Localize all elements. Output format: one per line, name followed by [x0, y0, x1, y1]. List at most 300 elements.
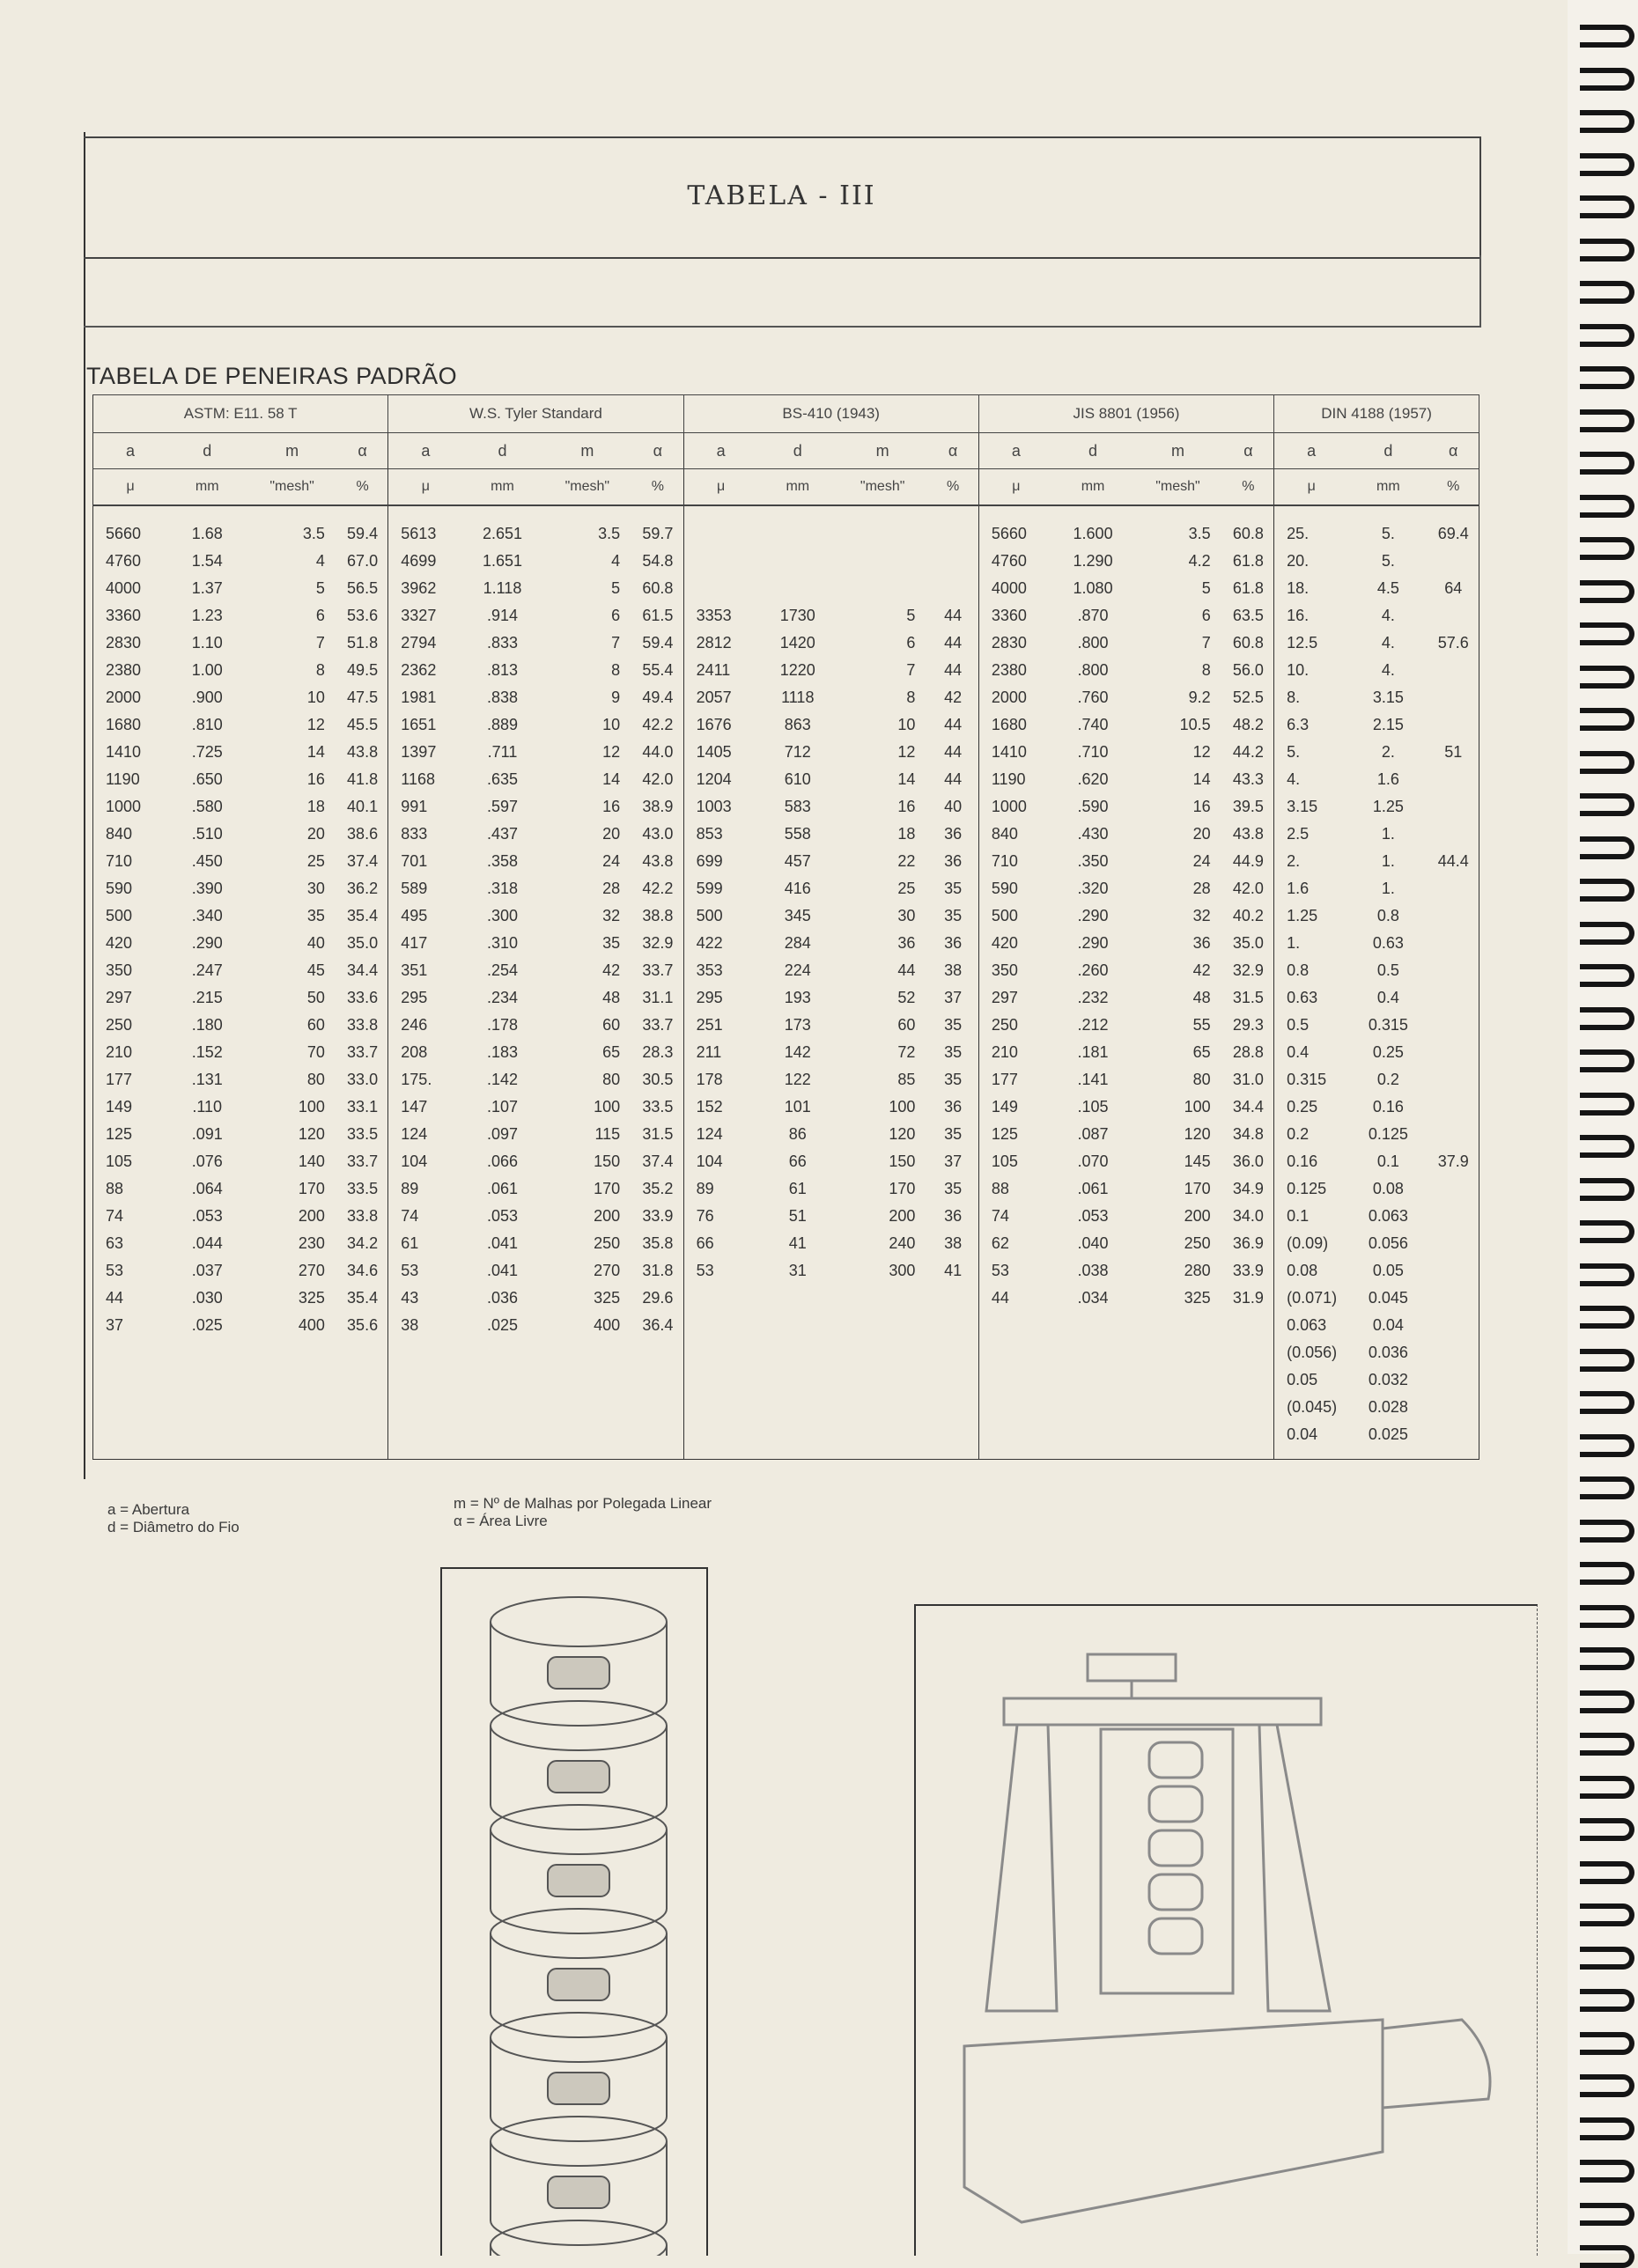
cell-tyler	[462, 1421, 542, 1460]
shaker-left-column	[986, 1725, 1057, 2011]
cell-tyler: 59.4	[632, 630, 683, 657]
binding-ring	[1580, 1520, 1634, 1543]
cell-astm: 2830	[93, 630, 168, 657]
cell-astm: .025	[191, 1316, 223, 1334]
cell-din: 57.6	[1428, 630, 1479, 657]
legend-malhas: m = Nº de Malhas por Polegada Linear	[454, 1495, 712, 1512]
cell-jis: 125	[991, 1125, 1018, 1143]
cell-bs: 500	[696, 907, 723, 924]
cell-din: 5.	[1381, 525, 1395, 542]
cell-astm: 45.5	[337, 711, 388, 739]
cell-tyler: 351	[401, 961, 428, 979]
cell-tyler: 28.3	[632, 1039, 683, 1066]
cell-jis: 29.3	[1223, 1012, 1274, 1039]
cell-bs: 44	[927, 711, 978, 739]
cell-tyler	[542, 1339, 633, 1366]
cell-jis: 34.0	[1223, 1203, 1274, 1230]
standard-bs-header: BS-410 (1943)	[683, 395, 978, 433]
column-symbol-jis-0: a	[978, 433, 1053, 469]
cell-bs	[758, 1394, 837, 1421]
table-row	[93, 548, 1479, 575]
cell-astm	[93, 1339, 168, 1366]
cell-din: 0.056	[1368, 1234, 1408, 1252]
cell-astm	[247, 1366, 337, 1394]
cell-tyler: 38.9	[632, 793, 683, 821]
cell-astm: 1680	[93, 711, 168, 739]
cell-bs: 51	[788, 1207, 807, 1225]
cell-astm: 12	[306, 716, 325, 733]
column-symbol-astm-1: d	[167, 433, 247, 469]
cell-astm: 37.4	[337, 848, 388, 875]
cell-bs: 416	[784, 880, 811, 897]
cell-tyler: 42	[602, 961, 621, 979]
column-symbol-astm-0: a	[93, 433, 168, 469]
cell-tyler: .183	[486, 1043, 519, 1061]
cell-bs	[683, 548, 758, 575]
cell-bs: 36	[927, 930, 978, 957]
cell-din: 0.315	[1368, 1016, 1408, 1034]
cell-astm: 105	[93, 1148, 168, 1175]
cell-astm: 6	[315, 607, 325, 624]
table-row	[93, 505, 1479, 548]
cell-astm: .037	[191, 1262, 223, 1279]
column-symbol-astm-2: m	[247, 433, 337, 469]
cell-astm: 3.5	[302, 525, 325, 542]
cell-astm: 33.5	[337, 1175, 388, 1203]
cell-din: 4.	[1381, 661, 1395, 679]
cell-jis: 5660	[991, 525, 1027, 542]
column-symbol-bs-0: a	[683, 433, 758, 469]
cell-jis: 1000	[991, 798, 1027, 815]
cell-bs: 52	[897, 989, 916, 1006]
cell-astm: 590	[93, 875, 168, 902]
cell-tyler: 33.9	[632, 1203, 683, 1230]
cell-bs: 14	[897, 770, 916, 788]
cell-jis: 28.8	[1223, 1039, 1274, 1066]
cell-astm	[247, 1421, 337, 1460]
cell-tyler: 4699	[401, 552, 437, 570]
cell-din: 64	[1428, 575, 1479, 602]
cell-din: 0.125	[1368, 1125, 1408, 1143]
binding-ring	[1580, 409, 1634, 432]
cell-jis	[1053, 1421, 1133, 1460]
cell-din: 3.15	[1372, 688, 1404, 706]
cell-jis: .800	[1077, 634, 1109, 652]
cell-bs: 44	[927, 739, 978, 766]
cell-astm	[247, 1339, 337, 1366]
sieve-ring	[491, 2013, 667, 2141]
binding-ring	[1580, 68, 1634, 91]
cell-din	[1428, 1285, 1479, 1312]
cell-tyler: 43.0	[632, 821, 683, 848]
cell-jis	[1133, 1366, 1223, 1394]
cell-tyler: .025	[486, 1316, 519, 1334]
cell-bs: 345	[784, 907, 811, 924]
cell-bs	[758, 1312, 837, 1339]
cell-astm: 5660	[93, 505, 168, 548]
cell-tyler: 1168	[401, 770, 435, 788]
cell-bs: 86	[788, 1125, 807, 1143]
cell-din: 0.08	[1287, 1262, 1318, 1279]
cell-jis	[1133, 1339, 1223, 1366]
cell-bs: 41	[927, 1257, 978, 1285]
cell-jis: 28	[1192, 880, 1211, 897]
cell-astm: 420	[93, 930, 168, 957]
cell-astm: 400	[298, 1316, 325, 1334]
cell-tyler	[388, 1421, 463, 1460]
column-unit-jis-3: %	[1223, 469, 1274, 506]
cell-din: 0.045	[1368, 1289, 1408, 1307]
cell-din: (0.071)	[1287, 1289, 1338, 1307]
cell-tyler: .437	[486, 825, 519, 843]
cell-din: 0.63	[1372, 934, 1404, 952]
cell-tyler: .358	[486, 852, 519, 870]
cell-bs: 211	[696, 1043, 722, 1061]
cell-astm: 67.0	[337, 548, 388, 575]
column-symbol-din-2: α	[1428, 433, 1479, 469]
table-row	[93, 1366, 1479, 1394]
cell-tyler: 325	[594, 1289, 621, 1307]
stacked-sieves-figure	[440, 1567, 708, 2256]
cell-bs	[758, 1366, 837, 1394]
cell-bs: 41	[788, 1234, 807, 1252]
binding-ring	[1580, 2117, 1634, 2140]
cell-din: 0.028	[1368, 1398, 1408, 1416]
cell-tyler: 3327	[401, 607, 437, 624]
cell-jis: 60.8	[1223, 630, 1274, 657]
cell-tyler: 9	[611, 688, 621, 706]
cell-tyler: 1981	[401, 688, 437, 706]
cell-astm: 710	[93, 848, 168, 875]
cell-bs: 853	[696, 825, 723, 843]
cell-tyler: 31.5	[632, 1121, 683, 1148]
table-row	[93, 1421, 1479, 1460]
cell-bs: 152	[696, 1098, 723, 1116]
cell-tyler: 10	[602, 716, 621, 733]
cell-din: 0.08	[1372, 1180, 1404, 1197]
cell-bs: 76	[696, 1207, 714, 1225]
cell-jis: 43.3	[1223, 766, 1274, 793]
cell-bs: 295	[696, 989, 723, 1006]
binding-ring	[1580, 281, 1634, 304]
table-row	[93, 793, 1479, 821]
cell-jis: 4.2	[1188, 552, 1211, 570]
cell-astm: 14	[306, 743, 325, 761]
cell-jis: 60.8	[1223, 505, 1274, 548]
cell-din	[1428, 1203, 1479, 1230]
cell-jis	[978, 1394, 1053, 1421]
cell-astm: .810	[191, 716, 223, 733]
cell-jis: 63.5	[1223, 602, 1274, 630]
cell-jis: 6	[1201, 607, 1211, 624]
cell-din	[1428, 1094, 1479, 1121]
cell-jis: 32.9	[1223, 957, 1274, 984]
cell-astm: 177	[93, 1066, 168, 1094]
cell-bs: 10	[897, 716, 916, 733]
cell-astm: 44	[93, 1285, 168, 1312]
cell-astm: .450	[191, 852, 223, 870]
column-unit-tyler-0: μ	[388, 469, 463, 506]
cell-din: 2.5	[1287, 825, 1310, 843]
cell-din: 0.032	[1368, 1371, 1408, 1388]
table-row	[93, 630, 1479, 657]
cell-tyler: 417	[401, 934, 428, 952]
cell-tyler: .066	[486, 1152, 519, 1170]
cell-bs: 36	[897, 934, 916, 952]
binding-ring	[1580, 1093, 1634, 1116]
table-row	[93, 1312, 1479, 1339]
cell-astm	[167, 1366, 247, 1394]
cell-din: 2.	[1287, 852, 1301, 870]
cell-din	[1428, 1312, 1479, 1339]
cell-jis: 42.0	[1223, 875, 1274, 902]
binding-ring	[1580, 1391, 1634, 1414]
cell-din: 4.	[1381, 634, 1395, 652]
legend-abertura: a = Abertura	[107, 1501, 190, 1518]
cell-tyler: 3962	[401, 579, 437, 597]
cell-astm: 149	[93, 1094, 168, 1121]
cell-jis: 44	[991, 1289, 1009, 1307]
column-unit-astm-3: %	[337, 469, 388, 506]
binding-ring	[1580, 1690, 1634, 1713]
cell-jis	[1053, 1394, 1133, 1421]
table-row	[93, 1148, 1479, 1175]
cell-astm: 34.6	[337, 1257, 388, 1285]
cell-bs	[927, 1312, 978, 1339]
cell-bs	[683, 1285, 758, 1312]
cell-jis: 250	[1184, 1234, 1211, 1252]
cell-jis	[1133, 1394, 1223, 1421]
cell-bs: 44	[927, 630, 978, 657]
cell-astm: 45	[306, 961, 325, 979]
cell-jis: 43.8	[1223, 821, 1274, 848]
cell-tyler	[632, 1339, 683, 1366]
cell-jis: 3.5	[1188, 525, 1211, 542]
cell-din	[1428, 1012, 1479, 1039]
cell-jis: .232	[1077, 989, 1109, 1006]
cell-astm: 170	[298, 1180, 325, 1197]
cell-astm: 1.23	[191, 607, 223, 624]
cell-astm: 35.0	[337, 930, 388, 957]
cell-astm: 16	[306, 770, 325, 788]
cell-astm	[337, 1394, 388, 1421]
cell-jis: 52.5	[1223, 684, 1274, 711]
cell-jis: 74	[991, 1207, 1009, 1225]
cell-jis: 1190	[991, 770, 1026, 788]
cell-bs: 72	[897, 1043, 916, 1061]
cell-astm: 1.00	[191, 661, 223, 679]
table-row	[93, 848, 1479, 875]
cell-tyler	[388, 1394, 463, 1421]
cell-bs: 40	[927, 793, 978, 821]
column-symbol-jis-2: m	[1133, 433, 1223, 469]
cell-tyler	[462, 1366, 542, 1394]
cell-bs	[758, 1421, 837, 1460]
cell-din: 0.125	[1287, 1180, 1327, 1197]
cell-tyler	[388, 1339, 463, 1366]
cell-din	[1428, 684, 1479, 711]
cell-tyler: 38.8	[632, 902, 683, 930]
cell-tyler: 701	[401, 852, 428, 870]
binding-ring	[1580, 1263, 1634, 1286]
cell-din: 51	[1428, 739, 1479, 766]
binding-ring	[1580, 622, 1634, 645]
cell-tyler	[462, 1339, 542, 1366]
binding-ring	[1580, 964, 1634, 987]
cell-tyler: 246	[401, 1016, 428, 1034]
cell-jis	[1133, 1312, 1223, 1339]
cell-tyler: 33.5	[632, 1094, 683, 1121]
cell-astm	[337, 1366, 388, 1394]
cell-astm: 47.5	[337, 684, 388, 711]
cell-astm: 33.0	[337, 1066, 388, 1094]
cell-tyler: 33.7	[632, 957, 683, 984]
binding-ring	[1580, 793, 1634, 816]
cell-din: 0.5	[1376, 961, 1399, 979]
cell-astm: 10	[306, 688, 325, 706]
cell-astm	[337, 1339, 388, 1366]
cell-astm: .580	[191, 798, 223, 815]
cell-tyler: .142	[486, 1071, 519, 1088]
cell-astm: 4760	[93, 548, 168, 575]
binding-ring	[1580, 836, 1634, 859]
cell-bs	[683, 1421, 758, 1460]
cell-din: 0.16	[1287, 1152, 1318, 1170]
cell-astm: .510	[191, 825, 223, 843]
table-row	[93, 1285, 1479, 1312]
cell-jis: .740	[1077, 716, 1109, 733]
cell-tyler: 1.651	[482, 552, 523, 570]
cell-astm: .900	[191, 688, 223, 706]
cell-jis	[978, 1421, 1053, 1460]
cell-astm: 20	[306, 825, 325, 843]
column-symbol-tyler-1: d	[462, 433, 542, 469]
binding-ring	[1580, 708, 1634, 731]
cell-bs: 8	[906, 688, 916, 706]
cell-jis: 80	[1192, 1071, 1211, 1088]
cell-tyler: 5	[611, 579, 621, 597]
cell-jis	[978, 1339, 1053, 1366]
cell-jis: 62	[991, 1234, 1009, 1252]
cell-jis: 36.9	[1223, 1230, 1274, 1257]
title-box	[84, 136, 1481, 259]
table-row	[93, 957, 1479, 984]
cell-din: 10.	[1287, 661, 1310, 679]
table-row	[93, 984, 1479, 1012]
cell-tyler: 35.2	[632, 1175, 683, 1203]
cell-tyler: 991	[401, 798, 428, 815]
cell-astm: 33.5	[337, 1121, 388, 1148]
cell-tyler	[542, 1421, 633, 1460]
cell-tyler: 250	[594, 1234, 621, 1252]
cell-bs: 53	[696, 1262, 714, 1279]
binding-ring	[1580, 25, 1634, 48]
cell-bs	[758, 548, 837, 575]
binding-ring	[1580, 1776, 1634, 1799]
cell-tyler: 59.7	[632, 505, 683, 548]
cell-bs	[927, 1394, 978, 1421]
cell-jis: .290	[1077, 934, 1109, 952]
cell-din	[1428, 902, 1479, 930]
cell-bs: 457	[784, 852, 811, 870]
cell-din: 4.	[1381, 607, 1395, 624]
cell-din: 0.04	[1274, 1421, 1349, 1460]
cell-astm: .247	[191, 961, 223, 979]
cell-tyler: 74	[401, 1207, 419, 1225]
cell-jis: .105	[1077, 1098, 1109, 1116]
cell-jis: 145	[1184, 1152, 1211, 1170]
cell-din	[1428, 1121, 1479, 1148]
column-symbol-jis-3: α	[1223, 433, 1274, 469]
cell-din	[1428, 711, 1479, 739]
cell-bs	[837, 1366, 928, 1394]
cell-jis: 8	[1201, 661, 1211, 679]
cell-jis: .038	[1077, 1262, 1109, 1279]
cell-jis: 100	[1184, 1098, 1211, 1116]
cell-din: 0.16	[1372, 1098, 1404, 1116]
cell-bs	[837, 505, 928, 548]
cell-astm: .180	[191, 1016, 223, 1034]
cell-tyler: .833	[486, 634, 519, 652]
cell-jis: 14	[1192, 770, 1211, 788]
cell-bs: 104	[696, 1152, 723, 1170]
cell-din: 4.	[1287, 770, 1301, 788]
cell-jis: 4000	[991, 579, 1027, 597]
cell-tyler: 30.5	[632, 1066, 683, 1094]
binding-ring	[1580, 879, 1634, 902]
cell-din: 0.4	[1376, 989, 1399, 1006]
cell-din: 2.	[1381, 743, 1395, 761]
cell-din	[1428, 875, 1479, 902]
cell-tyler: 38	[401, 1316, 419, 1334]
cell-din: 5.	[1287, 743, 1301, 761]
cell-tyler: 32.9	[632, 930, 683, 957]
cell-bs: 170	[889, 1180, 916, 1197]
cell-astm: 500	[93, 902, 168, 930]
table-row	[93, 821, 1479, 848]
cell-jis: 2000	[991, 688, 1027, 706]
cell-jis: 2380	[991, 661, 1027, 679]
cell-bs	[927, 575, 978, 602]
cell-jis: .034	[1077, 1289, 1109, 1307]
cell-tyler: 200	[594, 1207, 621, 1225]
table-row	[93, 1175, 1479, 1203]
binding-ring	[1580, 1647, 1634, 1670]
cell-astm: 35.4	[337, 902, 388, 930]
cell-tyler: 16	[602, 798, 621, 815]
cell-din: 0.5	[1287, 1016, 1310, 1034]
table-row	[93, 1339, 1479, 1366]
cell-jis: 34.4	[1223, 1094, 1274, 1121]
cell-bs	[837, 575, 928, 602]
cell-jis: 39.5	[1223, 793, 1274, 821]
cell-jis: 36	[1192, 934, 1211, 952]
cell-astm: 1000	[93, 793, 168, 821]
column-unit-bs-1: mm	[758, 469, 837, 506]
cell-jis: 55	[1192, 1016, 1211, 1034]
cell-astm: 33.8	[337, 1012, 388, 1039]
cell-din	[1428, 821, 1479, 848]
cell-jis	[978, 1312, 1053, 1339]
cell-jis: 65	[1192, 1043, 1211, 1061]
cell-bs	[758, 575, 837, 602]
cell-astm: 40.1	[337, 793, 388, 821]
column-unit-din-1: mm	[1348, 469, 1428, 506]
cell-astm: .053	[191, 1207, 223, 1225]
column-symbol-tyler-0: a	[388, 433, 463, 469]
cell-jis: 1680	[991, 716, 1027, 733]
column-unit-astm-0: μ	[93, 469, 168, 506]
